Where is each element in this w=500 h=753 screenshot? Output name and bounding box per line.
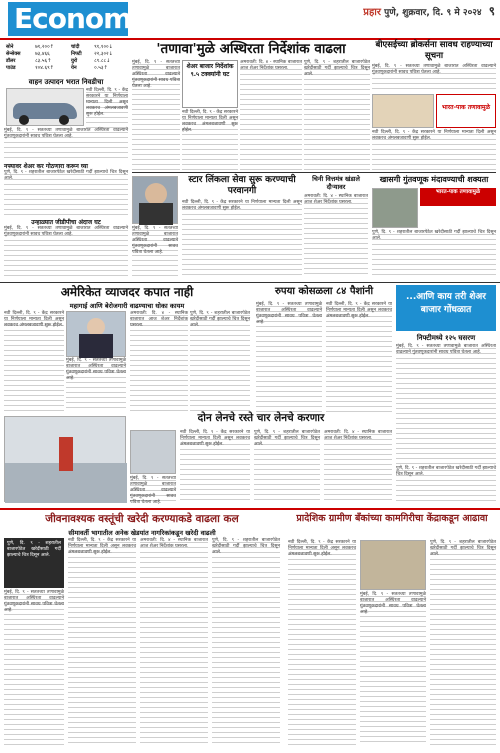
market-value: २२,३०२↓ [94,51,113,57]
ruralbank-body-2: मुंबई, दि. ९ - सततच्या तणावामुळे बाजारात अस्थिरता वाढल्याने गुंतवणूकदारांनी सावध पवित्रा घेतला आहे. [360,592,426,746]
private-photo [372,188,418,228]
essentials-callout-text: पुणे, दि. ९ - शहरातील बाजारपेठेत खरेदीसाठी गर्दी झाल्याचे चित्र दिसून आले. [7,541,61,558]
us-photo [66,311,126,357]
roads-body: नवी दिल्ली, दि. ९ - केंद्र सरकारने या निर्णयाला मान्यता दिली असून लवकरच अंमलबजावणी सुरू होईल. [180,430,250,502]
market-value: ७१,२००↑ [35,44,54,50]
bse-headline: बीएसईच्या ब्रोकर्सना सावध राहण्याच्या सूचना [375,40,493,61]
private-body: पुणे, दि. ९ - शहरातील बाजारपेठेत खरेदीसाठी गर्दी झाल्याचे चित्र दिसून आले. [372,230,496,278]
car-headline: वाहन उत्पादन भरात निवडीचा [28,78,104,86]
car-body-2: मुंबई, दि. ९ - सततच्या तणावामुळे बाजारात अस्थिरता वाढल्याने गुंतवणूकदारांनी सावध पवित्रा घेतला आहे. [4,128,128,160]
row-rule [0,282,500,283]
market-value: ०.५३↑ [94,65,108,71]
market-label: डॉलर [6,58,16,64]
main-body-col2: नवी दिल्ली, दि. ९ - केंद्र सरकारने या निर्णयाला मान्यता दिली असून लवकरच अंमलबजावणी सुरू होईल. [182,110,238,170]
private-callout: भारत-पाक तणावामुळे [420,188,496,206]
essentials-callout [4,538,64,588]
essentials-body-2: नवी दिल्ली, दि. ९ - केंद्र सरकारने या निर्णयाला मान्यता दिली असून लवकरच अंमलबजावणी सुरू होईल. [68,538,136,746]
sensex-banner [396,285,496,331]
ruralbank-headline: प्रादेशिक ग्रामीण बँकांच्या कामगिरीचा केंद्राकडून आढावा [296,513,488,524]
paper-name: प्रहार [363,7,381,18]
bse-photo [372,94,434,128]
sub-headline: नफ्यावर शेअर कर गोठणारा करून घ्या [4,163,88,170]
essentials-body: मुंबई, दि. ९ - सततच्या तणावामुळे बाजारात अस्थिरता वाढल्याने गुंतवणूकदारांनी सावध पवित्रा घेतला आहे. [4,590,64,746]
market-value: १०४.६९↑ [35,65,54,71]
market-label: पाउंड [6,65,16,71]
sensex-body-2: पुणे, दि. ९ - शहरातील बाजारपेठेत खरेदीसाठी गर्दी झाल्याचे चित्र दिसून आले. [396,466,496,502]
ruralbank-body-3: पुणे, दि. ९ - शहरातील बाजारपेठेत खरेदीसाठी गर्दी झाल्याचे चित्र दिसून आले. [430,540,496,746]
roads-body-4: मुंबई, दि. ९ - सततच्या तणावामुळे बाजारात अस्थिरता वाढल्याने गुंतवणूकदारांनी सावध पवित्रा घेतला आहे. [130,476,176,505]
bse-callout [436,94,496,128]
section-title: Economy [14,2,149,35]
essentials-headline: जीवनावश्यक वस्तूंची खरेदी करण्याकडे वाढला कल [45,513,239,525]
rupee-body: मुंबई, दि. ९ - सततच्या तणावामुळे बाजारात अस्थिरता वाढल्याने गुंतवणूकदारांनी सावध पवित्रा घेतला आहे. [256,302,322,412]
bse-body: मुंबई, दि. ९ - सततच्या तणावामुळे बाजारात अस्थिरता वाढल्याने गुंतवणूकदारांनी सावध पवित्रा घेतला आहे. [372,64,496,92]
essentials-body-3: अमरावती: दि. ४ - स्थानिक बाजारात आज शेअर निर्देशांक घसरला. [140,538,208,746]
us-body-4: पुणे, दि. ९ - शहरातील बाजारपेठेत खरेदीसाठी गर्दी झाल्याचे चित्र दिसून आले. [190,311,250,411]
starlink-body: नवी दिल्ली, दि. ९ - केंद्र सरकारने या निर्णयाला मान्यता दिली असून लवकरच अंमलबजावणी सुरू होईल. [182,200,302,278]
market-label: येन [70,65,77,71]
market-label: सोने [6,44,14,50]
page-number: ९ [488,4,495,18]
chinvi-body: अमरावती: दि. ४ - स्थानिक बाजारात आज शेअर निर्देशांक घसरला. [304,194,368,278]
bottom-rule [0,508,500,510]
us-body-2: मुंबई, दि. ९ - सततच्या तणावामुळे बाजारात अस्थिरता वाढल्याने गुंतवणूकदारांनी सावध पवित्रा घेतला आहे. [66,358,126,412]
sensex-banner-text: ...आणि काय तरी शेअर बाजार गोंधळात [406,292,486,315]
market-value: ८३.५६↑ [35,58,52,64]
roads-body-2: पुणे, दि. ९ - शहरातील बाजारपेठेत खरेदीसाठी गर्दी झाल्याचे चित्र दिसून आले. [254,430,320,502]
market-value: ८९.८८↓ [94,58,111,64]
ruralbank-photo [360,540,426,590]
us-event-photo [4,416,126,502]
tagline-box [182,60,238,108]
sub-body: पुणे, दि. ९ - शहरातील बाजारपेठेत खरेदीसाठी गर्दी झाल्याचे चित्र दिसून आले. [4,170,128,218]
rupee-headline: रुपया कोसळला ८४ पैशांनी [274,286,374,297]
starlink-headline: स्टार लिंकला सेवा सुरू करण्याची परवानगी [188,175,296,196]
roads-headline: दोन लेनचे रस्ते चार लेनचे करणार [197,412,325,424]
tagline: शेअर बाजार निर्देशांक ९.५ टक्क्यांनी घट [186,63,234,78]
main-body-col3: अमरावती: दि. ४ - स्थानिक बाजारात आज शेअर निर्देशांक घसरला. [240,60,302,170]
sensex-body: मुंबई, दि. ९ - सततच्या तणावामुळे बाजारात अस्थिरता वाढल्याने गुंतवणूकदारांनी सावध पवित्रा घेतला आहे. [396,344,496,464]
us-body: नवी दिल्ली, दि. ९ - केंद्र सरकारने या निर्णयाला मान्यता दिली असून लवकरच अंमलबजावणी सुरू होईल. [4,311,64,411]
private-headline: खासगी गुंतवणूक मंदावण्याची शक्यता [379,175,489,184]
section-banner [8,2,149,36]
main-body-col1: मुंबई, दि. ९ - सततच्या तणावामुळे बाजारात अस्थिरता वाढल्याने गुंतवणूकदारांनी सावध पवित्रा घेतला आहे. [132,60,180,170]
market-label: युरो [70,58,78,64]
main-table [304,60,370,170]
bse-body-2: नवी दिल्ली, दि. ९ - केंद्र सरकारने या निर्णयाला मान्यता दिली असून लवकरच अंमलबजावणी सुरू होईल. [372,130,496,170]
summer-headline: उन्हाळ्यात जीडीपीचा अंदाज घट [31,219,101,226]
chinvi-headline: चिनी वित्तमंत्र खंडाले दौऱ्यावर [312,175,360,191]
market-label: निफ्टी [70,51,82,57]
rupee-body-2: नवी दिल्ली, दि. ९ - केंद्र सरकारने या निर्णयाला मान्यता दिली असून लवकरच अंमलबजावणी सुरू होईल. [326,302,392,412]
market-label: चांदी [70,44,80,50]
car-body: नवी दिल्ली, दि. ९ - केंद्र सरकारने या निर्णयाला मान्यता दिली असून लवकरच अंमलबजावणी सुरू होईल. [86,88,128,128]
market-value: ९१,१००↓ [94,44,113,50]
main-table-body: पुणे, दि. ९ - शहरातील बाजारपेठेत खरेदीसाठी गर्दी झाल्याचे चित्र दिसून आले. [304,60,370,170]
starlink-photo [132,176,178,224]
us-subheadline: महागाई आणि बेरोजगारी वाढण्याचा धोका कायम [69,302,185,310]
row-rule [132,172,496,173]
bse-callout-text: भारत-पाक तणावामुळे [441,104,491,111]
main-headline: 'तणावा'मुळे अस्थिरता निर्देशांक वाढला [156,41,346,57]
us-body-3: अमरावती: दि. ४ - स्थानिक बाजारात आज शेअर निर्देशांक घसरला. [130,311,188,411]
masthead [350,2,495,16]
us-headline: अमेरिकेत व्याजदर कपात नाही [60,285,194,299]
market-label: सेन्सेक्स [6,51,21,57]
essentials-body-4: पुणे, दि. ९ - शहरातील बाजारपेठेत खरेदीसाठी गर्दी झाल्याचे चित्र दिसून आले. [212,538,280,746]
market-table [4,44,128,74]
market-value: ७३,४६६ [35,51,50,57]
starlink-body-2: मुंबई, दि. ९ - सततच्या तणावामुळे बाजारात अस्थिरता वाढल्याने गुंतवणूकदारांनी सावध पवित्रा घेतला आहे. [132,226,178,278]
dateline: पुणे, शुक्रवार, दि. ९ मे २०२४ [384,8,482,18]
nifty-headline: निफ्टीमध्ये १२५ घसरण [416,334,476,342]
essentials-subheadline: सीमावर्ती भागातील अनेक खेडयांत नागरिकांकडून खरेदी वाढली [68,529,216,537]
roads-body-3: अमरावती: दि. ४ - स्थानिक बाजारात आज शेअर निर्देशांक घसरला. [324,430,392,502]
ruralbank-body: नवी दिल्ली, दि. ९ - केंद्र सरकारने या निर्णयाला मान्यता दिली असून लवकरच अंमलबजावणी सुरू होईल. [288,540,356,746]
roads-photo [130,430,176,474]
summer-body: मुंबई, दि. ९ - सततच्या तणावामुळे बाजारात अस्थिरता वाढल्याने गुंतवणूकदारांनी सावध पवित्रा घेतला आहे. [4,226,128,278]
car-photo [6,88,84,126]
